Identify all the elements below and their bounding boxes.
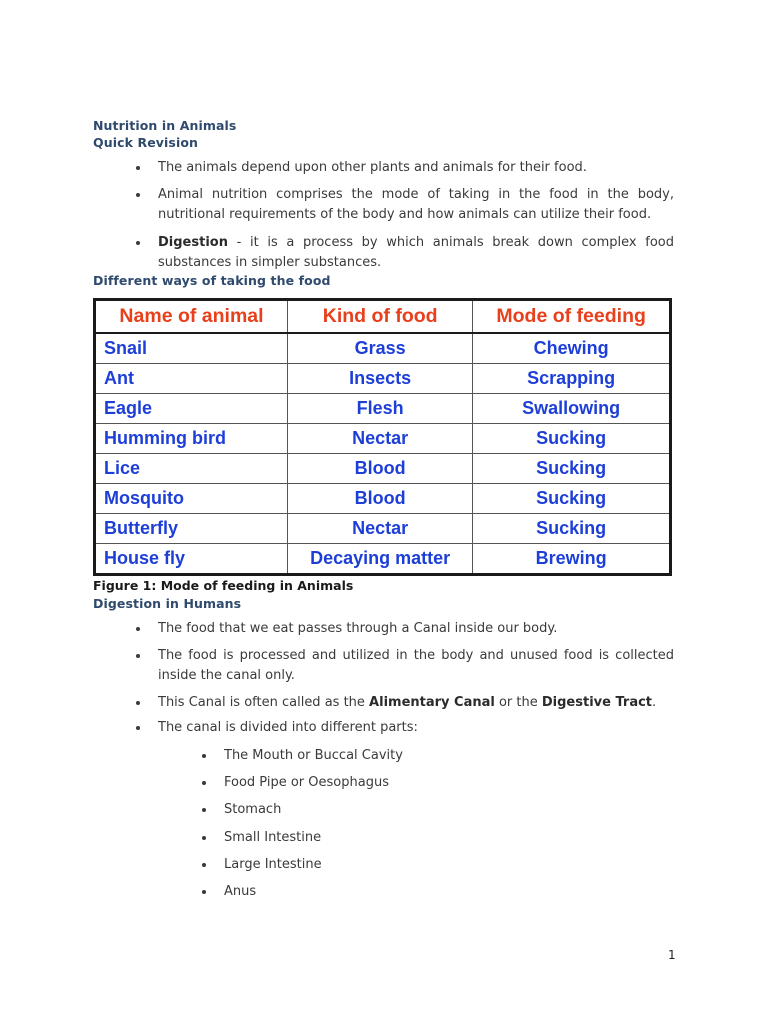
animal-cell: Humming bird — [95, 424, 288, 454]
sub-list-item-text: Small Intestine — [224, 830, 322, 845]
bullet-icon — [136, 701, 140, 705]
term-digestion: Digestion — [158, 235, 228, 250]
food-cell: Nectar — [288, 424, 473, 454]
text-fragment: This Canal is often called as the — [158, 695, 370, 710]
list-item-text: The animals depend upon other plants and animals for their food. — [158, 160, 587, 175]
food-cell: Blood — [288, 484, 473, 514]
animal-cell: Snail — [95, 333, 288, 364]
bullet-icon — [136, 654, 140, 658]
table-row — [95, 544, 671, 575]
mode-cell: Brewing — [473, 544, 671, 575]
food-cell: Decaying matter — [288, 544, 473, 575]
table-row — [95, 484, 671, 514]
animal-cell: House fly — [95, 544, 288, 575]
food-cell: Flesh — [288, 394, 473, 424]
mode-cell: Sucking — [473, 484, 671, 514]
animal-cell: Lice — [95, 454, 288, 484]
list-item-text: The food is processed and utilized in the body and unused food is collected inside the canal only. — [158, 648, 674, 683]
mode-cell: Sucking — [473, 454, 671, 484]
feeding-table — [93, 298, 672, 576]
feeding-table-figure — [93, 298, 672, 566]
table-row — [95, 333, 671, 364]
section-heading-digestion: Digestion in Humans — [93, 596, 242, 611]
bullet-icon — [202, 781, 206, 785]
table-header-row — [95, 300, 671, 334]
table-row — [95, 364, 671, 394]
bullet-icon — [136, 627, 140, 631]
food-cell: Nectar — [288, 514, 473, 544]
mode-cell: Chewing — [473, 333, 671, 364]
sub-list-item-text: Stomach — [224, 802, 282, 817]
bullet-icon — [136, 726, 140, 730]
column-header: Name of animal — [95, 300, 288, 334]
animal-cell: Butterfly — [95, 514, 288, 544]
text-fragment: . — [652, 695, 657, 710]
figure-caption: Figure 1: Mode of feeding in Animals — [93, 578, 354, 593]
mode-cell: Swallowing — [473, 394, 671, 424]
sub-list-item-text: Food Pipe or Oesophagus — [224, 775, 389, 790]
text-fragment: or the — [494, 695, 542, 710]
bullet-icon — [202, 863, 206, 867]
column-header: Mode of feeding — [473, 300, 671, 334]
bullet-icon — [136, 166, 140, 170]
table-row — [95, 454, 671, 484]
mode-cell: Sucking — [473, 514, 671, 544]
bullet-icon — [136, 193, 140, 197]
table-row — [95, 424, 671, 454]
section-heading-ways: Different ways of taking the food — [93, 273, 331, 288]
food-cell: Insects — [288, 364, 473, 394]
bullet-icon — [202, 836, 206, 840]
table-row — [95, 514, 671, 544]
list-item-text: The canal is divided into different parts: — [158, 720, 418, 735]
list-item-text: The food that we eat passes through a Canal inside our body. — [158, 621, 558, 636]
animal-cell: Ant — [95, 364, 288, 394]
list-item-text: Animal nutrition comprises the mode of taking in the food in the body, nutritional requirements of the body and how animals can utilize their food. — [158, 187, 674, 222]
term-digestive-tract: Digestive Tract — [541, 695, 653, 710]
sub-list-item-text: The Mouth or Buccal Cavity — [224, 748, 403, 763]
sub-list-item-text: Large Intestine — [224, 857, 322, 872]
mode-cell: Scrapping — [473, 364, 671, 394]
bullet-icon — [202, 890, 206, 894]
bullet-icon — [136, 241, 140, 245]
animal-cell: Eagle — [95, 394, 288, 424]
page-title: Nutrition in Animals — [93, 118, 237, 133]
term-alimentary-canal: Alimentary Canal — [369, 695, 495, 710]
bullet-icon — [202, 808, 206, 812]
bullet-icon — [202, 754, 206, 758]
list-item-text — [158, 233, 674, 272]
food-cell: Grass — [288, 333, 473, 364]
food-cell: Blood — [288, 454, 473, 484]
definition-text: - it is a process by which animals break down complex food substances in simpler substances. — [158, 235, 674, 270]
mode-cell: Sucking — [473, 424, 671, 454]
sub-list-item-text: Anus — [224, 884, 257, 899]
table-row — [95, 394, 671, 424]
column-header: Kind of food — [288, 300, 473, 334]
page-subtitle: Quick Revision — [93, 135, 199, 150]
list-item-text — [158, 693, 674, 713]
page-number: 1 — [668, 948, 676, 962]
animal-cell: Mosquito — [95, 484, 288, 514]
